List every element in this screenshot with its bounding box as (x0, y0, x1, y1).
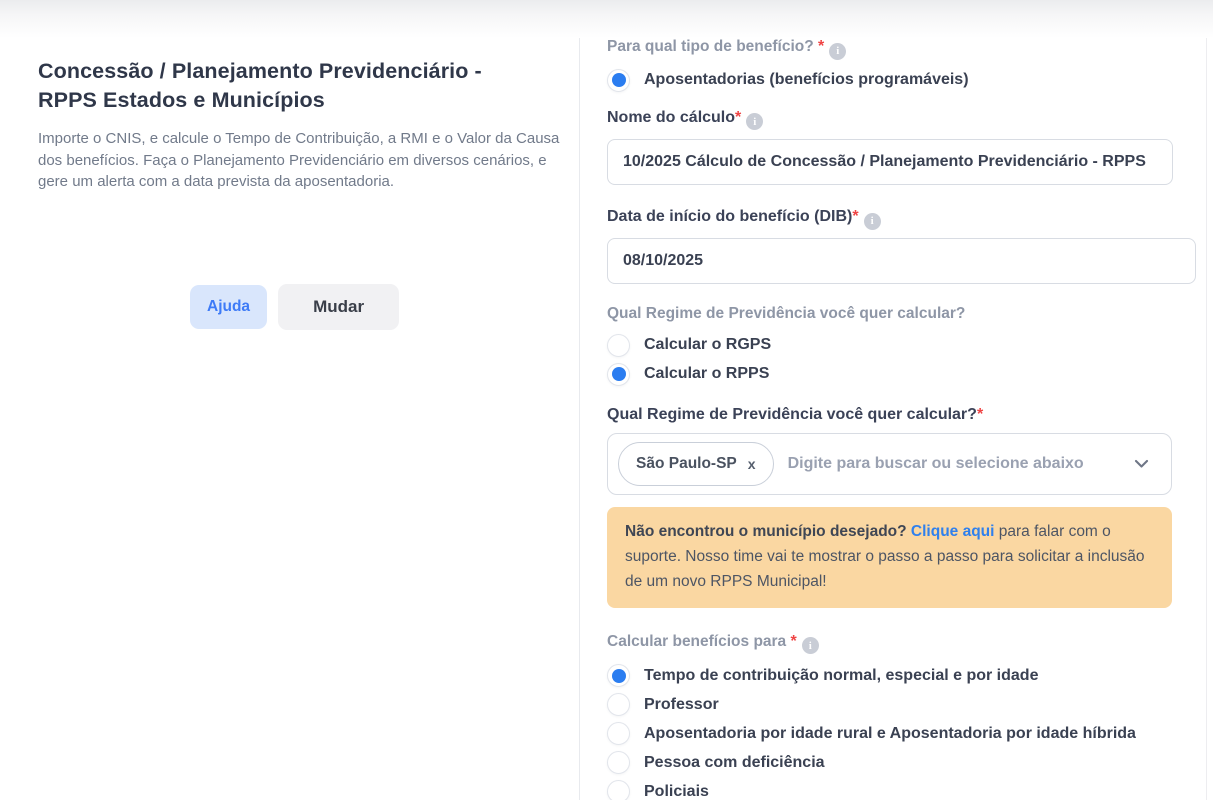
radio-label: Calcular o RGPS (644, 336, 772, 353)
calc-name-input[interactable] (607, 139, 1173, 185)
alert-rest-text: para falar com o suporte. Nosso time vai te mostrar o passo a passo para solicitar a inclusão de um novo RPPS Municipal! (625, 522, 1145, 590)
radio-label: Pessoa com deficiência (644, 753, 825, 771)
radio-label: Professor (644, 695, 719, 713)
radio-icon[interactable] (607, 69, 630, 92)
chip-label: São Paulo-SP (636, 454, 737, 472)
benefit-type-group (607, 38, 1213, 92)
dib-group (607, 208, 1213, 284)
chevron-down-icon[interactable] (1132, 454, 1151, 473)
required-mark: * (818, 38, 825, 55)
dib-label: Data de início do benefício (DIB) (607, 208, 853, 225)
help-button[interactable]: Ajuda (190, 285, 267, 329)
required-mark: * (852, 208, 859, 225)
info-icon[interactable]: i (829, 43, 846, 60)
radio-option-professor[interactable] (607, 693, 1213, 716)
radio-icon[interactable] (607, 334, 630, 357)
page-title: Concessão / Planejamento Previdenciário - RPPS Estados e Municípios (38, 59, 482, 112)
info-icon[interactable]: i (864, 213, 881, 230)
calc-name-label: Nome do cálculo (607, 108, 736, 126)
radio-option-pessoa-deficiencia[interactable] (607, 751, 1213, 774)
required-mark: * (790, 632, 797, 650)
regime-select-label: Qual Regime de Previdência você quer calcular? (607, 405, 977, 423)
radio-icon[interactable] (607, 751, 630, 774)
radio-option-aposentadorias[interactable] (607, 69, 1213, 92)
radio-icon[interactable] (607, 664, 630, 687)
municipality-select[interactable] (607, 433, 1172, 495)
page-description: Importe o CNIS, e calcule o Tempo de Contribuição, a RMI e o Valor da Causa dos benefícios. Faça o Planejamento Previdenciário em diversos cenários, e gere um alerta com a data prevista da aposentadoria. (38, 130, 560, 190)
radio-label: Aposentadoria por idade rural e Aposentadoria por idade híbrida (644, 724, 1136, 742)
radio-option-rpps[interactable] (607, 363, 1213, 386)
radio-option-tempo-contribuicao[interactable] (607, 664, 1213, 687)
radio-icon[interactable] (607, 693, 630, 716)
regime-radio-label: Qual Regime de Previdência você quer calcular? (607, 304, 966, 322)
chip-remove-icon[interactable]: x (747, 455, 756, 472)
calculation-form (580, 0, 1213, 800)
dib-input[interactable] (607, 238, 1196, 284)
right-edge-divider (1206, 0, 1207, 800)
change-button[interactable]: Mudar (278, 284, 399, 330)
intro-buttons (190, 284, 535, 330)
alert-support-link[interactable]: Clique aqui (910, 522, 995, 540)
radio-icon[interactable] (607, 780, 630, 800)
regime-select-group (607, 406, 1213, 608)
radio-label: Calcular o RPPS (644, 365, 770, 382)
radio-icon[interactable] (607, 722, 630, 745)
radio-option-rgps[interactable] (607, 334, 1213, 357)
municipality-alert (607, 507, 1172, 608)
benefits-for-label: Calcular benefícios para (607, 632, 791, 650)
radio-option-idade-rural-hibrida[interactable] (607, 722, 1213, 745)
info-icon[interactable]: i (746, 113, 763, 130)
selected-chip (618, 442, 774, 486)
benefit-type-label: Para qual tipo de benefício? (607, 38, 819, 55)
radio-label: Aposentadorias (benefícios programáveis) (644, 71, 969, 88)
intro-panel (0, 0, 580, 800)
benefits-for-group (607, 633, 1213, 800)
select-placeholder: Digite para buscar ou selecione abaixo (787, 454, 1084, 472)
regime-radio-group (607, 305, 1213, 386)
calc-name-group (607, 109, 1213, 186)
alert-bold-text: Não encontrou o município desejado? (625, 522, 907, 540)
radio-label: Tempo de contribuição normal, especial e por idade (644, 666, 1039, 684)
info-icon[interactable]: i (802, 637, 819, 654)
radio-label: Policiais (644, 782, 709, 800)
required-mark: * (735, 108, 742, 126)
radio-option-policiais[interactable] (607, 780, 1213, 800)
radio-icon[interactable] (607, 363, 630, 386)
required-mark: * (976, 405, 984, 423)
